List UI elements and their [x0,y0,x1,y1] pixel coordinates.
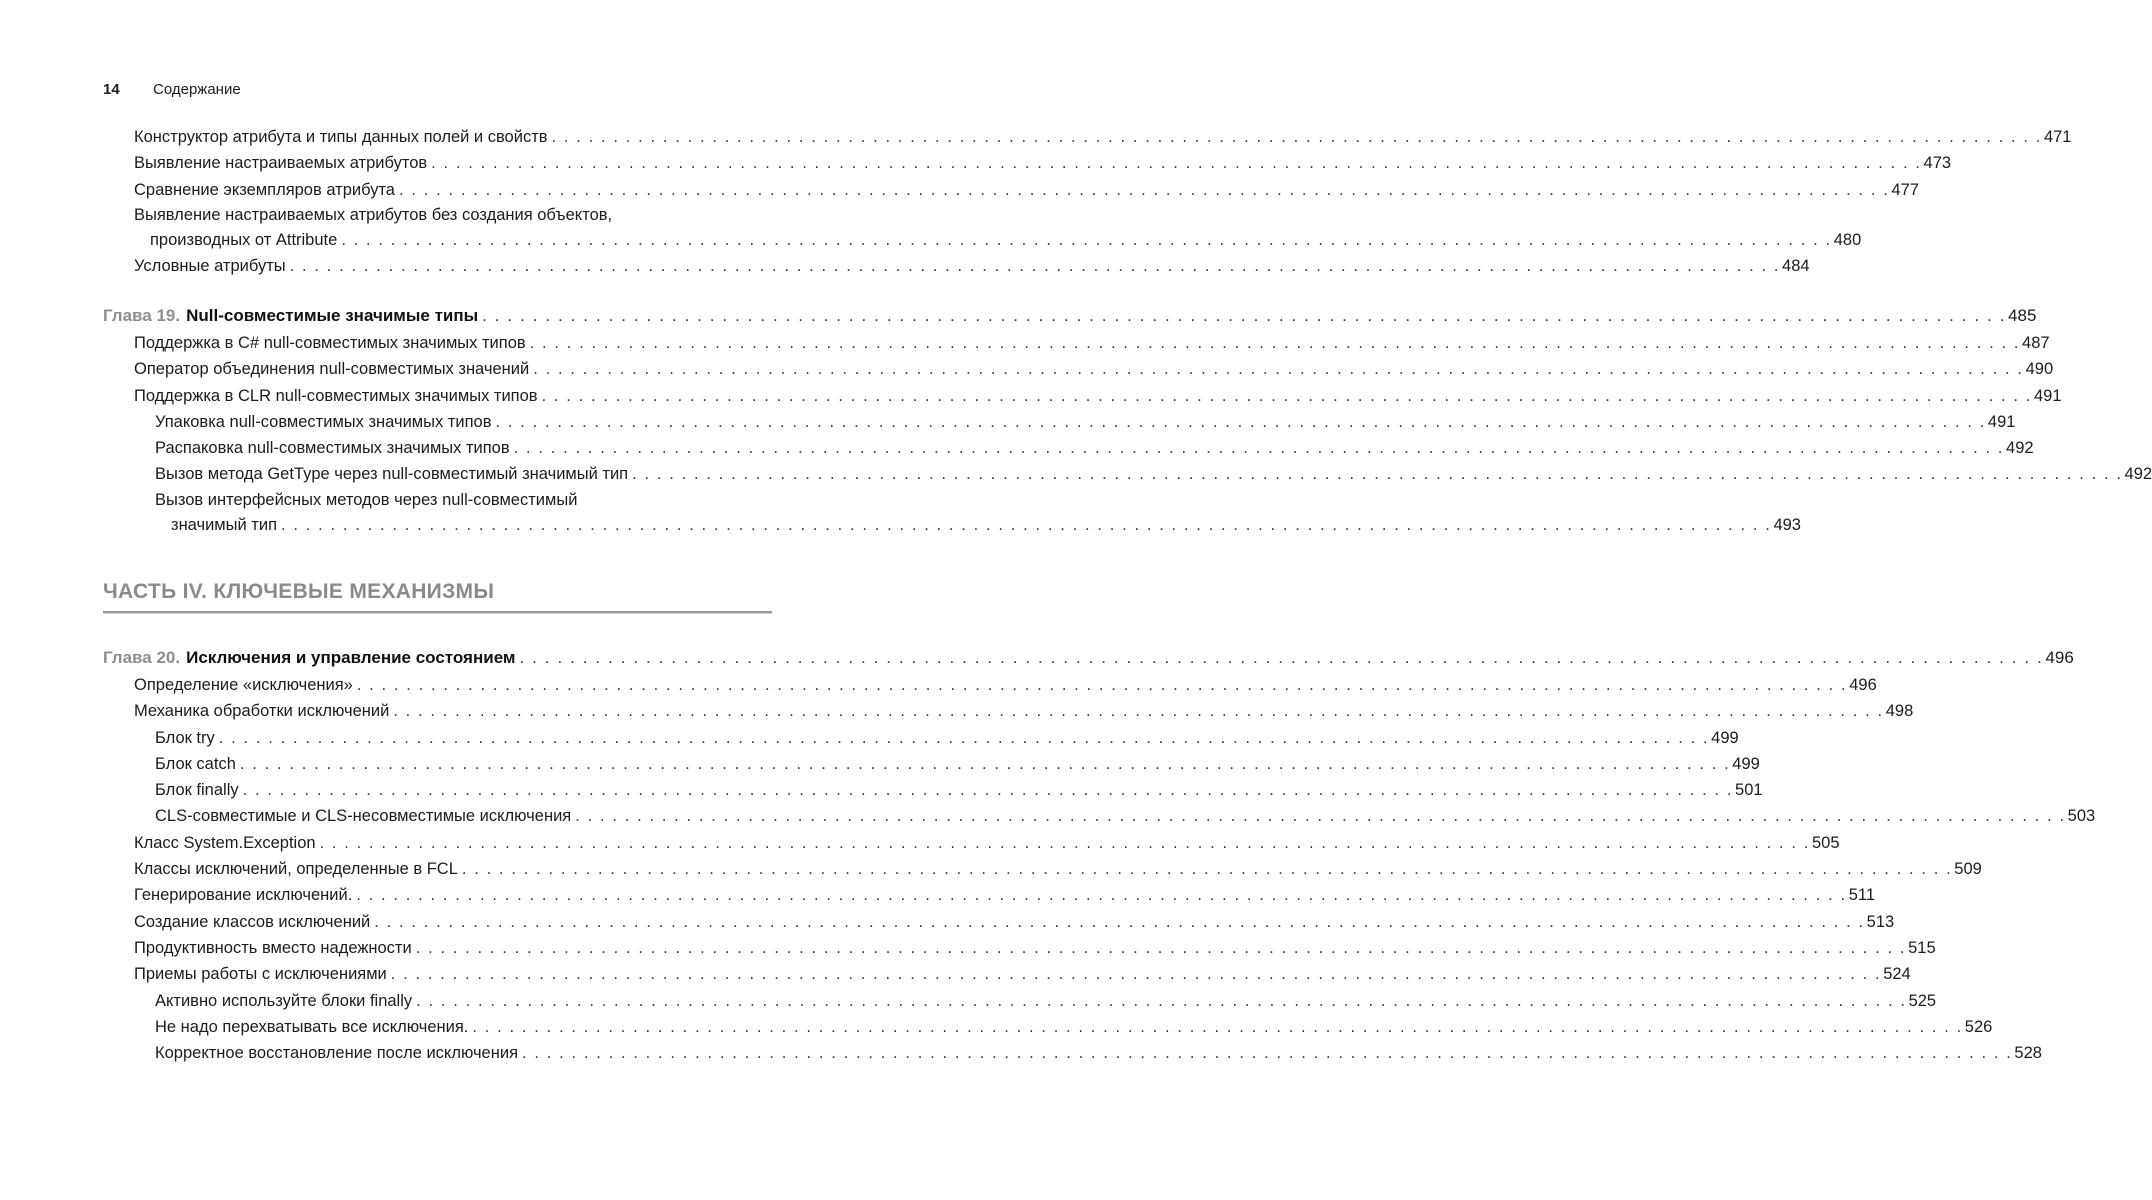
toc-entry-page: 499 [1732,754,1760,773]
leader-dots [290,253,1780,279]
toc-entry-title: Продуктивность вместо надежности [134,938,412,957]
toc-entry-title: Блок finally [155,781,239,800]
leader-dots [431,150,1921,176]
chapter-title: Исключения и управление состоянием [186,648,516,667]
toc-entry-title-line1: Выявление настраиваемых атрибутов без создания объектов, [134,205,613,224]
part-divider [103,611,772,614]
running-title: Содержание [153,81,241,98]
toc-entry-title: Классы исключений, определенные в FCL [134,860,458,879]
leader-dots [356,882,1846,908]
toc-entry-title: Приемы работы с исключениями [134,965,387,984]
leader-dots [482,302,2006,330]
leader-dots [462,856,1952,882]
toc-entry-page: 525 [1908,991,1937,1010]
toc-subentry[interactable] [103,1014,1993,1040]
toc-entry[interactable] [103,124,2072,150]
toc-entry[interactable] [103,356,2054,382]
toc-chapter-19 [103,302,2152,538]
leader-dots [472,1014,1962,1040]
running-head [103,80,241,100]
leader-dots [533,356,2023,382]
chapter-label: Глава 20. [103,648,181,667]
toc-chapter-20 [103,644,2096,1066]
toc-entry-page: 487 [2022,334,2050,352]
toc-entry[interactable] [103,830,1840,856]
toc-entry-title: Блок catch [155,754,236,773]
toc-entry-title-line1: Вызов интерфейсных методов через null-совместимый [155,490,578,509]
chapter-page: 496 [2045,648,2074,667]
chapter-title: Null-совместимые значимые типы [186,306,479,325]
toc-entry-page: 477 [1891,180,1919,199]
toc-entry-title: Поддержка в CLR null-совместимых значимых типов [134,386,538,405]
leader-dots [341,227,1831,253]
leader-dots [357,672,1847,698]
toc-entry[interactable] [103,882,1876,908]
toc-entry-title: Поддержка в C# null-совместимых значимых типов [134,334,526,352]
toc-entry-title: Распаковка null-совместимых значимых типов [155,439,510,458]
toc-entry-page: 511 [1848,886,1876,905]
toc-subentry[interactable] [103,461,2152,487]
leader-dots [391,961,1881,987]
toc-entry-title: Активно используйте блоки finally [155,991,413,1010]
chapter-heading[interactable] [103,302,2037,330]
chapter-heading[interactable] [103,644,2074,672]
leader-dots [416,988,1906,1014]
leader-dots [243,777,1733,803]
toc-entry-page: 528 [2014,1044,2042,1063]
leader-dots [520,644,2044,672]
leader-dots [219,725,1709,751]
toc-entry[interactable] [103,253,1810,279]
toc-subentry[interactable] [103,777,1763,803]
toc-entry[interactable] [103,150,1952,176]
toc-entry-title: Условные атрибуты [134,257,286,276]
page-number: 14 [103,81,120,98]
toc-entry-page: 473 [1923,154,1952,173]
toc-entry-page: 503 [2067,807,2096,826]
leader-dots [542,383,2032,409]
toc-entry[interactable] [103,383,2062,409]
toc-subentry-wrapped[interactable] [103,488,772,512]
leader-dots [393,698,1883,724]
toc-subentry[interactable] [103,803,2096,829]
toc-entry-page: 515 [1908,938,1936,957]
leader-dots [399,177,1889,203]
toc-entry-page: 498 [1885,702,1914,721]
leader-dots [416,935,1906,961]
toc-entry-title: Конструктор атрибута и типы данных полей и свойств [134,128,548,146]
leader-dots [496,409,1986,435]
toc-entry[interactable] [103,961,1911,987]
leader-dots [281,512,1771,538]
toc-entry-page: 480 [1833,230,1862,249]
toc-entry-title: CLS-совместимые и CLS-несовместимые исключения [155,807,572,826]
leader-dots [632,461,2122,487]
toc-entry-page: 501 [1735,781,1763,800]
toc-entry-title: Не надо перехватывать все исключения. [155,1017,469,1036]
toc-entry-title-line2: значимый тип [171,515,278,534]
toc-entry-page: 492 [2124,465,2152,484]
leader-dots [240,751,1730,777]
toc-subentry[interactable] [103,751,1760,777]
toc-entry-title: Генерирование исключений. [134,886,353,905]
toc-entry-wrapped[interactable] [103,203,772,227]
toc-entry-title: Сравнение экземпляров атрибута [134,180,395,199]
toc-entry-continuation[interactable] [103,227,1862,253]
toc-entry-page: 491 [1987,412,2016,431]
leader-dots [514,435,2004,461]
toc-entry[interactable] [103,856,1982,882]
leader-dots [522,1040,2012,1066]
part-heading: ЧАСТЬ IV. КЛЮЧЕВЫЕ МЕХАНИЗМЫ [103,580,495,603]
toc-entry-title: Определение «исключения» [134,676,353,694]
leader-dots [374,909,1864,935]
toc-subentry[interactable] [103,988,1937,1014]
toc-entry-page: 490 [2025,360,2054,379]
leader-dots [320,830,1810,856]
toc-entry-page: 505 [1811,833,1840,852]
toc-subentry[interactable] [103,725,1739,751]
toc-subentry[interactable] [103,1040,2042,1066]
toc-entry-page: 526 [1964,1017,1993,1036]
toc-entry[interactable] [103,698,1914,724]
toc-entry-title: Оператор объединения null-совместимых значений [134,360,530,379]
toc-entry[interactable] [103,909,1895,935]
toc-entry[interactable] [103,672,1877,698]
chapter-label: Глава 19. [103,306,181,325]
toc-entry-page: 513 [1866,912,1895,931]
chapter-page: 485 [2008,306,2037,325]
toc-entry-title: Корректное восстановление после исключения [155,1044,518,1063]
toc-entry-page: 509 [1954,860,1982,879]
toc-subentry-continuation[interactable] [103,512,1801,538]
toc-subentry[interactable] [103,435,2034,461]
toc-entry-page: 493 [1773,515,1801,534]
toc-block-attributes [103,124,2072,279]
toc-entry-page: 484 [1782,257,1810,276]
toc-entry-page: 496 [1849,676,1877,694]
toc-subentry[interactable] [103,409,2016,435]
toc-entry-page: 491 [2033,386,2062,405]
toc-entry-title: Создание классов исключений [134,912,371,931]
toc-entry-page: 471 [2043,128,2072,146]
toc-entry[interactable] [103,330,2050,356]
toc-entry-title: Вызов метода GetType через null-совместимый значимый тип [155,465,629,484]
toc-entry-title: Блок try [155,728,215,747]
leader-dots [530,330,2020,356]
leader-dots [575,803,2065,829]
toc-entry-page: 492 [2006,439,2034,458]
toc-entry-title: Механика обработки исключений [134,702,390,721]
toc-entry[interactable] [103,177,1919,203]
toc-entry-title: Класс System.Exception [134,833,316,852]
toc-entry-title: Выявление настраиваемых атрибутов [134,154,428,173]
leader-dots [552,124,2042,150]
toc-entry-page: 499 [1711,728,1739,747]
toc-entry-page: 524 [1883,965,1911,984]
toc-entry-title-line2: производных от Attribute [150,230,338,249]
toc-entry[interactable] [103,935,1936,961]
toc-entry-title: Упаковка null-совместимых значимых типов [155,412,492,431]
